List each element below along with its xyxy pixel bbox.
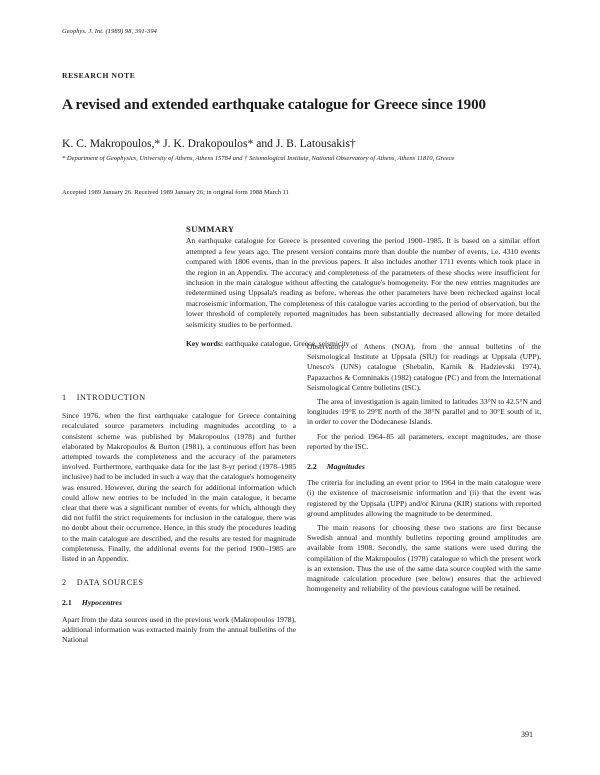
summary-text: An earthquake catalogue for Greece is presented covering the period 1900–1985. It is based on a similar effort attempted a few years ago. The present version contains more than double the number of events, i.e. 4310 events compared with 1806 events, than in the previous papers. It also includes another 1711 events which took place in the region in an Appendix. The accuracy and completeness of the parameters of these shocks were insufficient for inclusion in the main catalogue without affecting the catalogue's homogeneity. For the new entries magnitudes are redetermined using Uppsala's reading as before, whereas the other parameters have been rechecked against local macroseismic information. The completeness of this catalogue varies according to the period of observation, but the lower threshold of completely reported magnitudes has been substantially decreased allowing for more detailed seismicity studies to be performed. bbox=[186, 236, 540, 329]
section-title: INTRODUCTION bbox=[76, 393, 146, 402]
data-sources-paragraph: Observatory of Athens (NOA), from the annual bulletins of the Seismological Institute at Uppsala (SIU) for readings at Uppsala (UPP), Unesco's (UNS) catalogue (Shebalin, Karnik & Hadzievski 1974), Papazachos & Comninakis (1982) catalogue (PC) and from the International Seismological Centre bulletins (ISC). bbox=[307, 342, 541, 392]
station-reasons-paragraph: The main reasons for choosing these two stations are first because Swedish annual and monthly bulletins reporting ground amplitudes are available from 1908. Secondly, the same stations were used during the compilation of the Makropoulos (1978) catalogue to which the present work is an extension. Thus the use of the same data source coupled with the same magnitude calculation procedure (see below) ensures that the achieved homogeneity and reliability of the previous catalogue will be retained. bbox=[307, 523, 541, 594]
subsection-title: Magnitudes bbox=[326, 462, 365, 472]
paper-title: A revised and extended earthquake catalogue for Greece since 1900 bbox=[62, 97, 486, 113]
introduction-paragraph: Since 1976, when the first earthquake catalogue for Greece containing recalculated source parameters including magnitudes according to a consistent scheme was published by Makropoulos (1978) and further elaborated by Makropoulos & Burton (1981), a continuous effort has been attempted towards the completeness and the accuracy of the parameters involved. Furthermore, earthquake data for the last 8-yr period (1978–1985 inclusive) had to be included in such a way that the catalogue's homogeneity was ensured. However, during the search for additional information which could allow new entries to be included in the main catalogue, it became clear that there was a significant number of events for which, although they did not fulfil the strict requirements for inclusion in the catalogue, there was no doubt about their occurrence. Hence, in this study the procedures leading to the main catalogue are described, and the results are tested for magnitude completeness. Finally, the additional events for the period 1900–1985 are listed in an Appendix. bbox=[62, 411, 296, 564]
journal-citation: Geophys. J. Int. (1989) 98, 391-394 bbox=[62, 28, 157, 35]
subsection-heading-hypocentres bbox=[62, 598, 296, 608]
summary-heading: SUMMARY bbox=[186, 224, 235, 234]
summary-block bbox=[186, 224, 540, 349]
page-number: 391 bbox=[521, 730, 533, 739]
keywords-label: Key words: bbox=[186, 339, 224, 349]
keywords-value: earthquake catalogue, Greece, seismicity bbox=[225, 339, 350, 349]
left-column bbox=[62, 393, 296, 649]
affiliation: * Department of Geophysics, University of Athens, Athens 15784 and † Seismological Institute, National Observatory of Athens, Athens 11810, Greece bbox=[62, 155, 455, 162]
section-number: 1 bbox=[62, 393, 67, 402]
right-column bbox=[307, 342, 541, 598]
author-list: K. C. Makropoulos,* J. K. Drakopoulos* and J. B. Latousakis† bbox=[62, 137, 356, 150]
subsection-number: 2.2 bbox=[307, 462, 317, 472]
section-number: 2 bbox=[62, 578, 67, 588]
isc-period-paragraph: For the period 1964–85 all parameters, except magnitudes, are those reported by the ISC. bbox=[307, 431, 541, 451]
received-dates: Accepted 1989 January 26. Received 1989 January 26; in original form 1988 March 11 bbox=[62, 189, 289, 196]
subsection-title: Hypocentres bbox=[81, 598, 123, 608]
subsection-number: 2.1 bbox=[62, 598, 72, 608]
study-area-paragraph: The area of investigation is again limited to latitudes 33°N to 42.5°N and longitudes 19°E to 29°E north of the 38°N parallel and to 30°E south of it, in order to cover the Dodecanese Islands. bbox=[307, 397, 541, 427]
section-heading-data-sources bbox=[62, 578, 296, 588]
research-note-label: RESEARCH NOTE bbox=[62, 71, 136, 80]
subsection-heading-magnitudes bbox=[307, 462, 541, 472]
magnitude-criteria-paragraph: The criteria for including an event prior to 1964 in the main catalogue were (i) the existence of macroseismic information and (ii) that the event was registered by the Uppsala (UPP) and/or Kiruna (KIR) stations with reported ground amplitudes allowing the magnitude to be determined. bbox=[307, 478, 541, 518]
hypocentres-paragraph: Apart from the data sources used in the previous work (Makropoulos 1978), additional information was extracted mainly from the annual bulletins of the National bbox=[62, 614, 296, 645]
section-title: DATA SOURCES bbox=[76, 578, 144, 588]
section-heading-introduction bbox=[62, 393, 296, 403]
